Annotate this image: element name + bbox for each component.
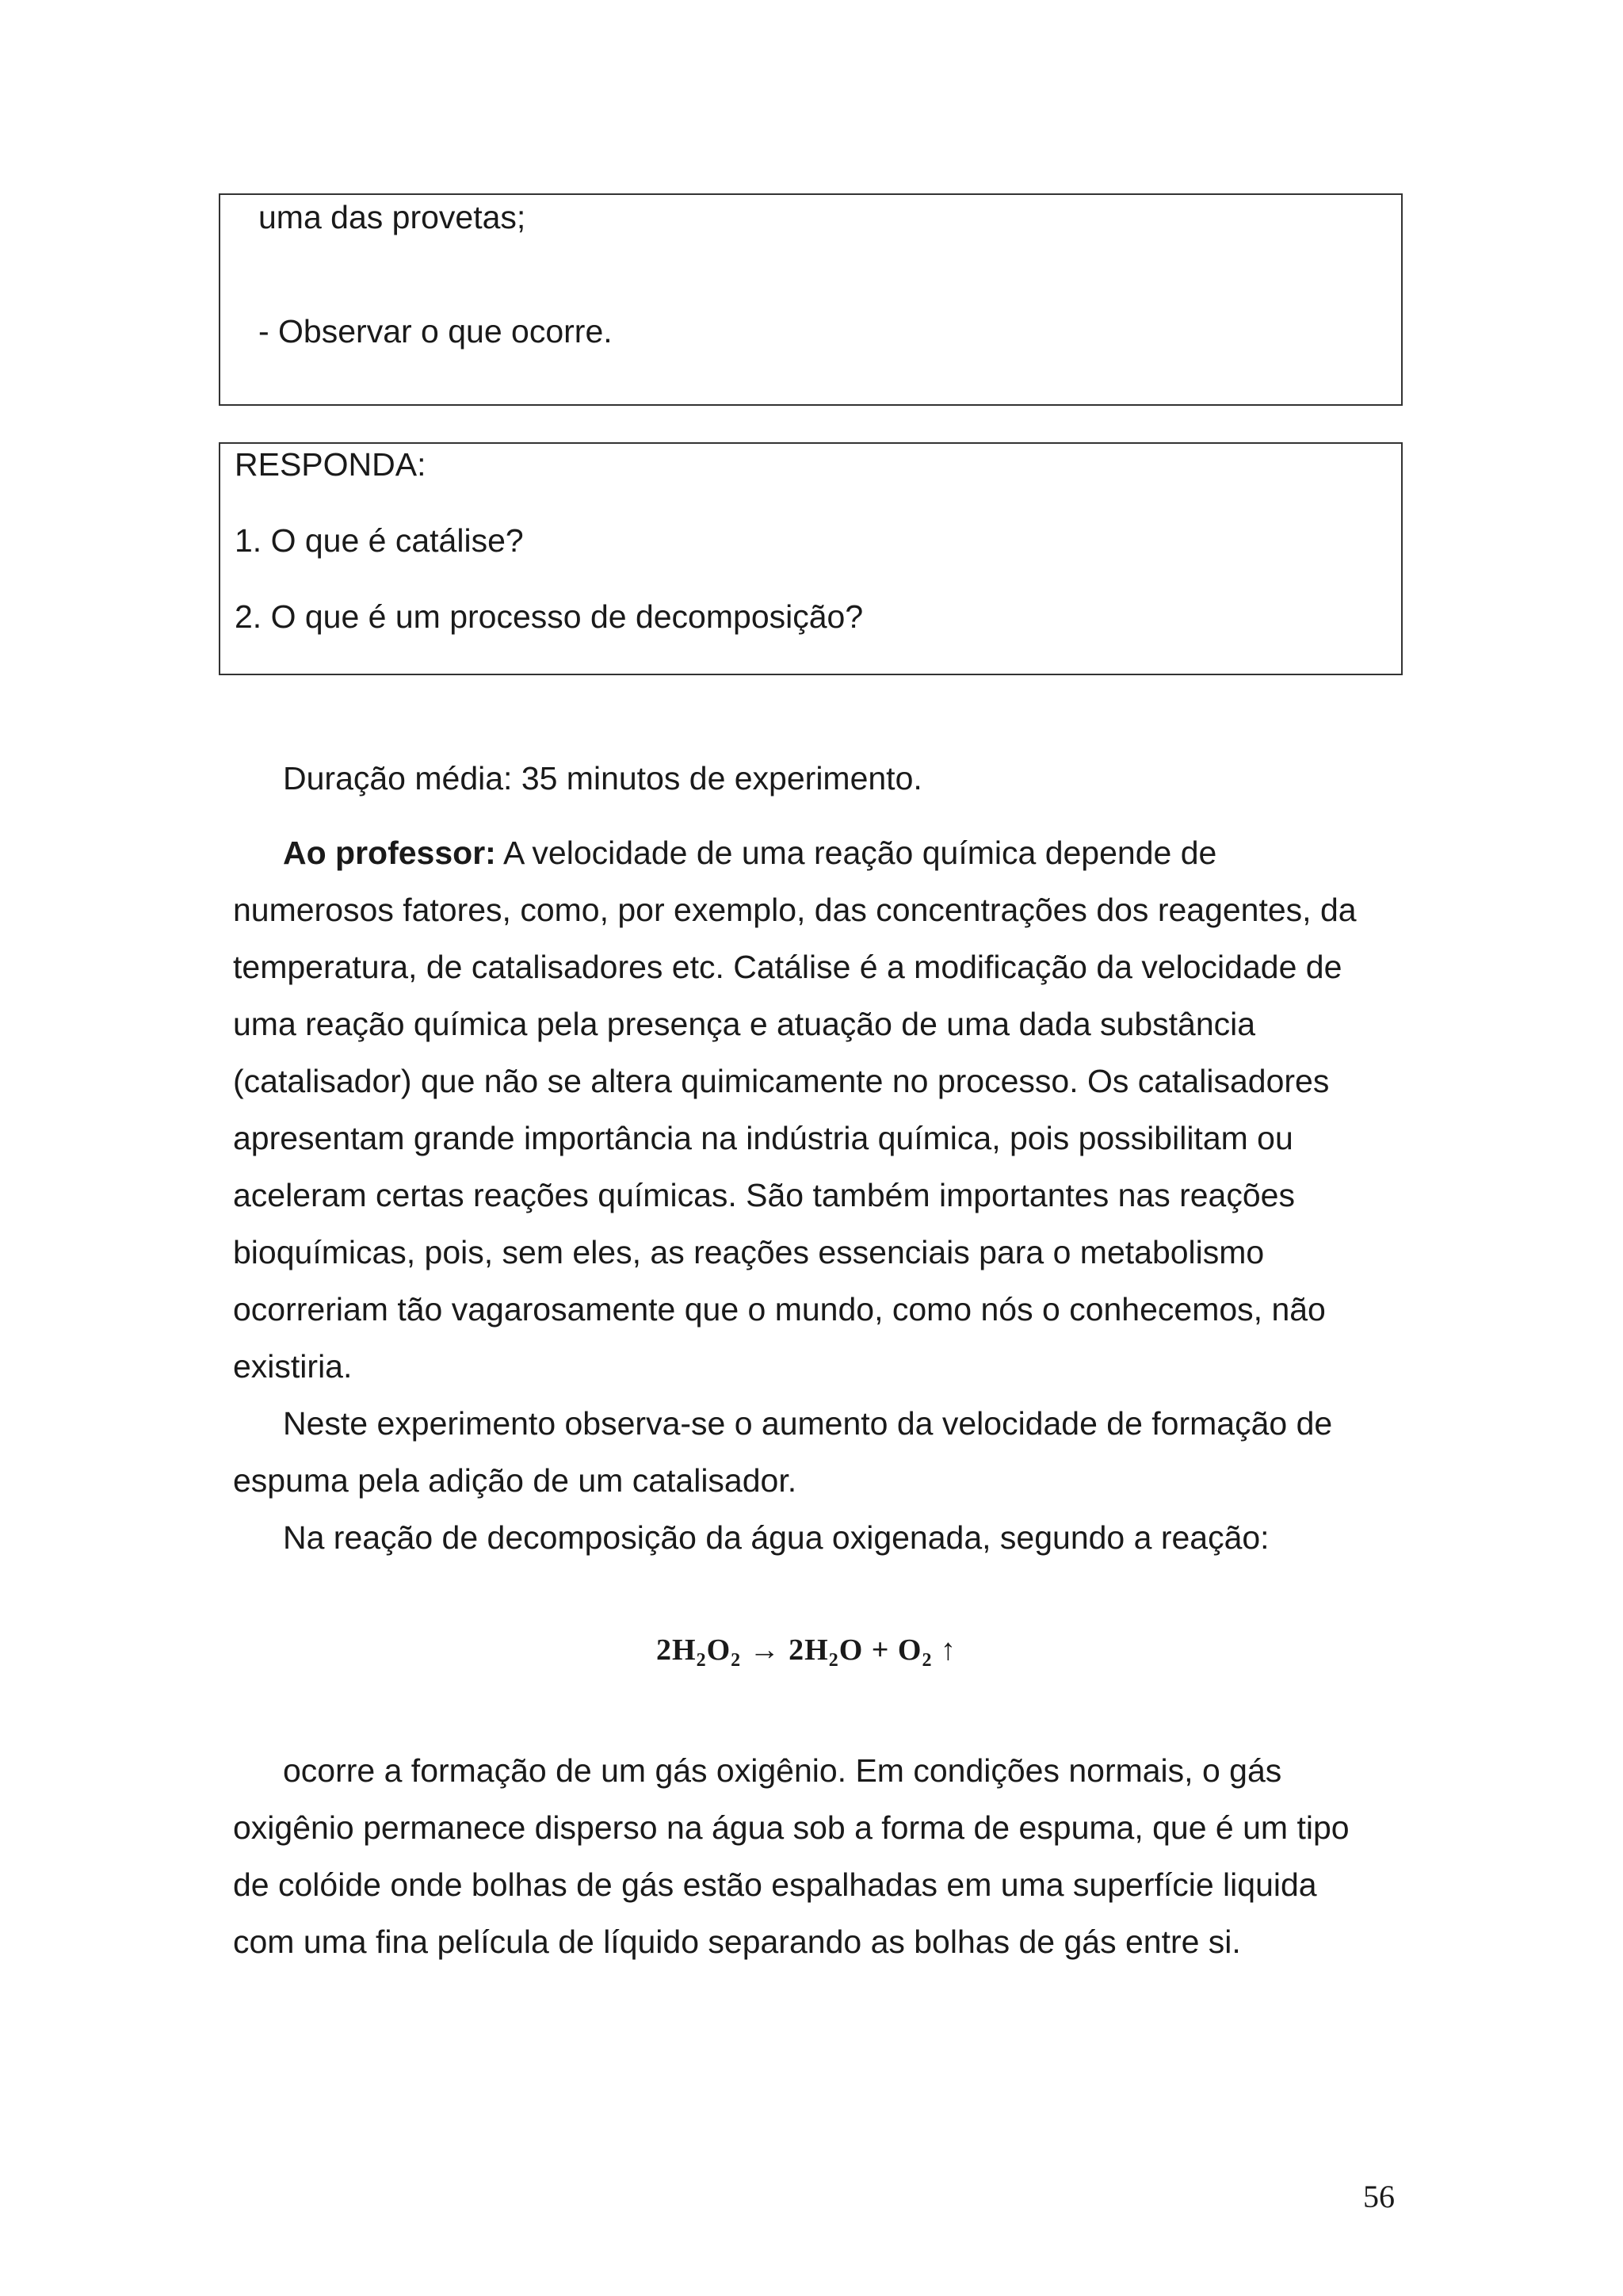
teacher-line-10: existiria. (233, 1348, 353, 1385)
conclusion-line-2: oxigênio permanece disperso na água sob a forma de espuma, que é um tipo (233, 1809, 1350, 1846)
page-number: 56 (1363, 2179, 1395, 2214)
question-2: 2. O que é um processo de decomposição? (235, 598, 864, 635)
question-1: 1. O que é catálise? (235, 522, 524, 559)
experiment-line-2: espuma pela adição de um catalisador. (233, 1462, 797, 1499)
teacher-line-5: (catalisador) que não se altera quimicamente no processo. Os catalisadores (233, 1063, 1330, 1099)
procedure-line-1: uma das provetas; (258, 199, 526, 235)
questions-heading: RESPONDA: (235, 446, 426, 483)
conclusion-line-3: de colóide onde bolhas de gás estão espalhadas em uma superfície liquida (233, 1866, 1317, 1903)
experiment-line-1: Neste experimento observa-se o aumento da velocidade de formação de (283, 1405, 1333, 1442)
gas-release-arrow-icon: ↑ (932, 1633, 957, 1667)
conclusion-line-4: com uma fina película de líquido separando as bolhas de gás entre si. (233, 1924, 1241, 1960)
duration-text: Duração média: 35 minutos de experimento. (283, 760, 922, 797)
reaction-arrow-icon: → (741, 1633, 789, 1667)
teacher-line-2: numerosos fatores, como, por exemplo, das concentrações dos reagentes, da (233, 892, 1357, 928)
teacher-line-4: uma reação química pela presença e atuação de uma dada substância (233, 1006, 1256, 1042)
teacher-line-3: temperatura, de catalisadores etc. Catálise é a modificação da velocidade de (233, 949, 1342, 985)
teacher-paragraph (233, 824, 1390, 1395)
teacher-line-1: A velocidade de uma reação química depende de (495, 835, 1217, 871)
teacher-line-8: bioquímicas, pois, sem eles, as reações essenciais para o metabolismo (233, 1234, 1265, 1270)
experiment-paragraph (233, 1395, 1390, 1566)
teacher-line-7: aceleram certas reações químicas. São também importantes nas reações (233, 1177, 1295, 1213)
teacher-line-9: ocorreriam tão vagarosamente que o mundo, como nós o conhecemos, não (233, 1291, 1326, 1328)
teacher-first-line (233, 824, 1390, 881)
conclusion-paragraph (233, 1742, 1390, 1970)
conclusion-line-1: ocorre a formação de um gás oxigênio. Em condições normais, o gás (283, 1752, 1282, 1789)
teacher-label: Ao professor: (283, 835, 496, 871)
experiment-line-3: Na reação de decomposição da água oxigenada, segundo a reação: (283, 1519, 1270, 1556)
teacher-line-6: apresentam grande importância na indústria química, pois possibilitam ou (233, 1120, 1293, 1156)
duration-paragraph (233, 750, 1390, 807)
procedure-line-2: - Observar o que ocorre. (258, 313, 613, 350)
chemical-equation: $2H_2O_2 \to 2H_2O + O_2$ ↑ (656, 1633, 957, 1671)
